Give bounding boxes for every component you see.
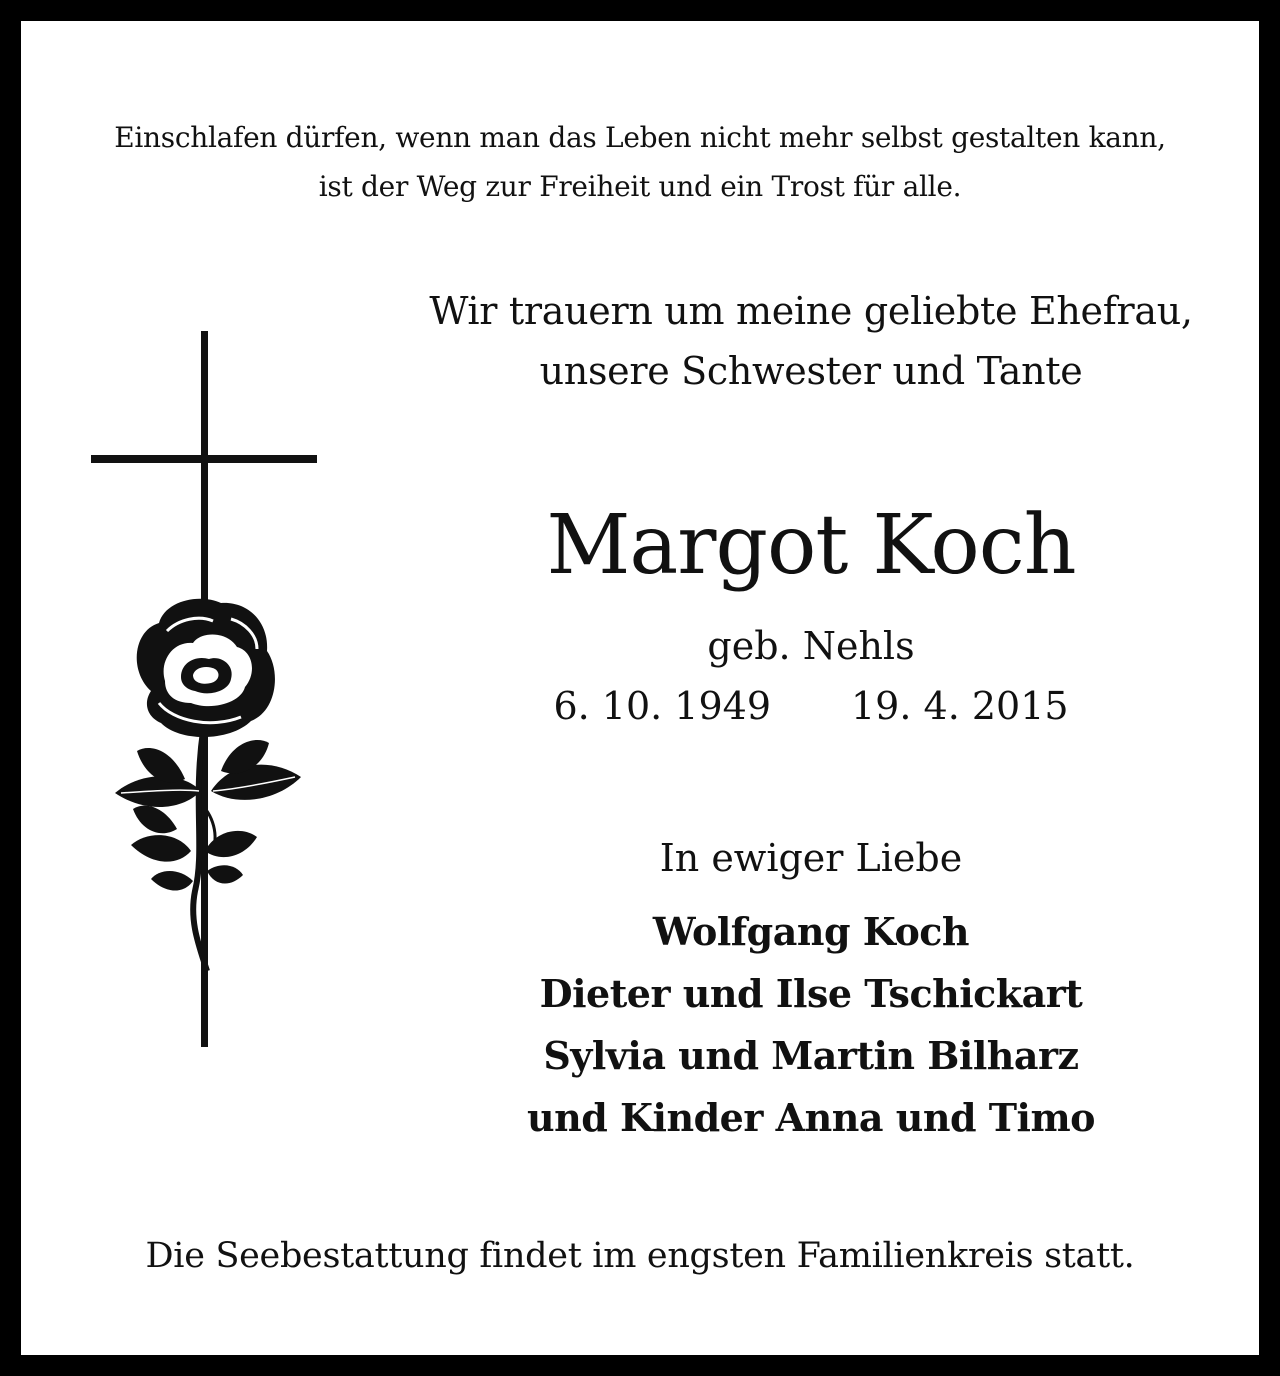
motto-quote: [21, 113, 1259, 211]
funeral-note: Die Seebestattung findet im engsten Familienkreis statt.: [145, 1236, 1135, 1276]
motto-line-1: Einschlafen dürfen, wenn man das Leben nicht mehr selbst gestalten kann,: [114, 121, 1166, 154]
mourner-name: und Kinder Anna und Timo: [526, 1095, 1096, 1140]
motto-line-2: ist der Weg zur Freiheit und ein Trost für alle.: [318, 170, 962, 203]
deceased-name: Margot Koch: [546, 498, 1076, 593]
mourner-name: Wolfgang Koch: [652, 909, 970, 954]
death-date: 19. 4. 2015: [851, 684, 1069, 728]
mourner-name: Dieter und Ilse Tschickart: [539, 971, 1083, 1016]
mourner-name: Sylvia und Martin Bilharz: [543, 1033, 1079, 1078]
intro-text: [401, 281, 1221, 401]
birth-date: 6. 10. 1949: [553, 684, 771, 728]
mourners-list: [401, 901, 1221, 1149]
intro-line-2: unsere Schwester und Tante: [539, 349, 1083, 393]
cross-with-rose-emblem: [81, 331, 341, 1061]
mourners-heading: In ewiger Liebe: [659, 836, 963, 880]
life-dates: [401, 679, 1221, 733]
intro-line-1: Wir trauern um meine geliebte Ehefrau,: [429, 289, 1193, 333]
birth-name: geb. Nehls: [707, 624, 915, 668]
obituary-notice: [21, 21, 1259, 1355]
